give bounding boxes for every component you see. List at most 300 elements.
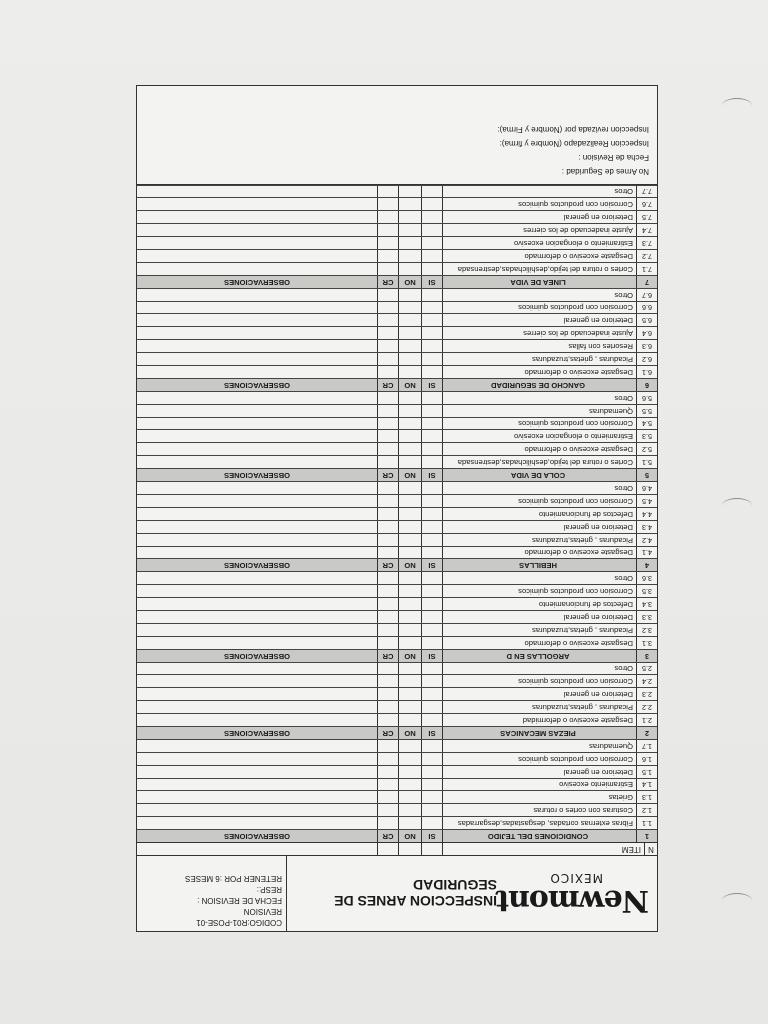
section-row [137,378,657,391]
row-observaciones-cell[interactable] [137,302,377,314]
row-number: 3.3 [636,611,657,623]
row-observaciones-cell[interactable] [137,688,377,700]
row-si-cell[interactable]: SI [421,559,442,571]
row-number: 2.2 [636,701,657,713]
row-number: 5.3 [636,431,657,443]
row-observaciones-cell[interactable] [137,418,377,430]
row-observaciones-cell[interactable] [137,211,377,223]
row-observaciones-cell[interactable] [137,740,377,752]
row-no-cell[interactable] [398,663,421,675]
row-no-cell[interactable] [398,418,421,430]
row-cr-cell[interactable]: CR [377,469,398,481]
row-observaciones-cell[interactable] [137,482,377,494]
row-no-cell[interactable] [398,224,421,236]
row-observaciones-cell[interactable] [137,327,377,339]
row-observaciones-cell[interactable]: OBSERVACIONES [224,728,290,738]
table-row [137,713,657,726]
row-si-cell[interactable] [421,302,442,314]
row-number: 6 [636,379,657,391]
row-no-cell[interactable]: NO [398,650,421,662]
row-cr-cell[interactable] [377,547,398,559]
row-cr-cell[interactable] [377,482,398,494]
row-cr-cell[interactable] [377,250,398,262]
row-si-cell[interactable] [421,198,442,210]
row-si-cell[interactable] [421,327,442,339]
row-no-cell[interactable] [398,611,421,623]
row-si-cell[interactable]: SI [421,727,442,739]
row-si-cell[interactable] [421,675,442,687]
row-si-cell[interactable] [421,624,442,636]
row-cr-cell[interactable] [377,663,398,675]
row-observaciones-cell[interactable] [137,224,377,236]
row-observaciones-cell[interactable] [137,534,377,546]
row-item: Otros [442,186,636,198]
row-si-cell[interactable] [421,431,442,443]
row-item: Deterioro en general [442,688,636,700]
row-item: Deterioro en general [442,314,636,326]
row-observaciones-cell[interactable] [137,405,377,417]
row-no-cell[interactable] [398,637,421,649]
row-item: Cortes o rotura del tejido,deshilichadas,destrensada [442,456,636,468]
row-si-cell[interactable] [421,701,442,713]
row-no-cell[interactable] [398,327,421,339]
row-observaciones-cell[interactable] [137,779,377,791]
row-observaciones-cell[interactable]: OBSERVACIONES [224,832,290,841]
row-cr-cell[interactable] [377,392,398,404]
row-number: 6.7 [636,289,657,301]
row-item: ARGOLLAS EN D [442,650,636,662]
row-observaciones-cell[interactable] [137,637,377,649]
table-row [137,288,657,301]
row-item: Picaduras , grietas,truzaduras [442,353,636,365]
row-observaciones-cell[interactable] [137,675,377,687]
row-cr-cell[interactable] [377,791,398,803]
row-observaciones-cell[interactable] [137,289,377,301]
row-no-cell[interactable] [398,701,421,713]
row-si-cell[interactable] [421,637,442,649]
row-si-cell[interactable] [421,572,442,584]
row-no-cell[interactable] [398,340,421,352]
row-item: Deterioro en general [442,211,636,223]
row-no-cell[interactable] [398,289,421,301]
col-no [398,843,421,855]
checklist-rows [137,185,657,842]
row-cr-cell[interactable] [377,456,398,468]
row-no-cell[interactable] [398,740,421,752]
row-no-cell[interactable] [398,675,421,687]
column-header-row [137,842,657,855]
row-no-cell[interactable] [398,714,421,726]
row-cr-cell[interactable] [377,701,398,713]
row-si-cell[interactable] [421,611,442,623]
col-cr [377,843,398,855]
row-si-cell[interactable]: SI [421,469,442,481]
row-si-cell[interactable] [421,598,442,610]
row-observaciones-cell[interactable] [137,547,377,559]
row-no-cell[interactable] [398,688,421,700]
row-no-cell[interactable] [398,211,421,223]
table-row [137,816,657,829]
row-cr-cell[interactable] [377,263,398,275]
row-observaciones-cell[interactable] [137,456,377,468]
row-observaciones-cell[interactable]: OBSERVACIONES [224,380,290,390]
row-si-cell[interactable] [421,314,442,326]
row-number: 3.2 [636,624,657,636]
row-observaciones-cell[interactable] [137,198,377,210]
row-cr-cell[interactable] [377,740,398,752]
row-si-cell[interactable] [421,250,442,262]
row-observaciones-cell[interactable] [137,495,377,507]
section-row [137,726,657,739]
row-item: Corrosion con productos quimicos [442,675,636,687]
row-si-cell[interactable]: SI [421,830,442,842]
footer-field: Inspeccion revizada por (Nombre y Firma): [497,124,649,134]
row-number: 4.4 [636,508,657,520]
row-item: Picaduras , grietas,truzaduras [442,534,636,546]
row-cr-cell[interactable] [377,508,398,520]
row-cr-cell[interactable] [377,534,398,546]
table-row [137,752,657,765]
row-cr-cell[interactable] [377,766,398,778]
row-item: Otros [442,482,636,494]
row-number: 7.3 [636,237,657,249]
row-observaciones-cell[interactable] [137,585,377,597]
table-row [137,597,657,610]
row-cr-cell[interactable] [377,675,398,687]
row-si-cell[interactable] [421,186,442,198]
row-observaciones-cell[interactable] [137,443,377,455]
table-row [137,339,657,352]
row-no-cell[interactable]: NO [398,830,421,842]
row-si-cell[interactable] [421,585,442,597]
row-observaciones-cell[interactable] [137,624,377,636]
row-si-cell[interactable] [421,340,442,352]
row-observaciones-cell[interactable] [137,366,377,378]
row-cr-cell[interactable] [377,405,398,417]
row-no-cell[interactable] [398,817,421,829]
row-item: Corrosion con productos quimicos [442,302,636,314]
table-row [137,301,657,314]
row-cr-cell[interactable] [377,585,398,597]
col-si [421,843,442,855]
row-cr-cell[interactable]: CR [377,727,398,739]
form-header [137,855,657,931]
row-number: 1.6 [636,753,657,765]
row-si-cell[interactable] [421,766,442,778]
row-cr-cell[interactable] [377,340,398,352]
row-no-cell[interactable] [398,521,421,533]
row-number: 2.5 [636,663,657,675]
row-observaciones-cell[interactable]: OBSERVACIONES [224,651,290,661]
row-number: 5.1 [636,456,657,468]
row-cr-cell[interactable] [377,186,398,198]
row-observaciones-cell[interactable] [137,714,377,726]
table-row [137,533,657,546]
table-row [137,210,657,223]
row-cr-cell[interactable] [377,431,398,443]
row-number: 4.1 [636,547,657,559]
row-si-cell[interactable] [421,456,442,468]
section-row [137,558,657,571]
row-no-cell[interactable] [398,585,421,597]
row-observaciones-cell[interactable] [137,753,377,765]
row-item: Corrosion con productos quimicos [442,585,636,597]
row-si-cell[interactable] [421,289,442,301]
row-item: Costuras con cortes o roturas [442,804,636,816]
row-si-cell[interactable] [421,353,442,365]
row-number: 7.5 [636,211,657,223]
row-item: Otros [442,289,636,301]
footer-field: Fecha de Revision : [578,152,649,162]
row-si-cell[interactable] [421,392,442,404]
row-number: 3.4 [636,598,657,610]
row-si-cell[interactable] [421,366,442,378]
row-cr-cell[interactable] [377,714,398,726]
row-si-cell[interactable] [421,663,442,675]
row-cr-cell[interactable] [377,366,398,378]
row-cr-cell[interactable] [377,224,398,236]
row-number: 7.1 [636,263,657,275]
row-no-cell[interactable] [398,392,421,404]
row-no-cell[interactable] [398,353,421,365]
row-si-cell[interactable] [421,495,442,507]
row-cr-cell[interactable] [377,289,398,301]
row-no-cell[interactable] [398,791,421,803]
row-no-cell[interactable] [398,198,421,210]
row-si-cell[interactable] [421,211,442,223]
row-cr-cell[interactable] [377,198,398,210]
punch-hole-mark [722,893,752,908]
row-cr-cell[interactable] [377,211,398,223]
row-no-cell[interactable] [398,250,421,262]
col-n: N [644,843,657,855]
row-observaciones-cell[interactable] [137,392,377,404]
row-cr-cell[interactable] [377,327,398,339]
row-observaciones-cell[interactable] [137,701,377,713]
row-cr-cell[interactable] [377,418,398,430]
row-observaciones-cell[interactable]: OBSERVACIONES [224,471,290,481]
row-cr-cell[interactable]: CR [377,379,398,391]
row-si-cell[interactable] [421,405,442,417]
row-no-cell[interactable] [398,534,421,546]
row-cr-cell[interactable] [377,624,398,636]
meta-retention: RETENER POR :6 MESES [185,874,282,883]
footer-field: Inspeccion Realizadapo (Nombre y firma): [499,138,649,148]
row-si-cell[interactable] [421,804,442,816]
row-si-cell[interactable] [421,688,442,700]
row-no-cell[interactable] [398,547,421,559]
company-logo [497,856,657,931]
row-observaciones-cell[interactable] [137,237,377,249]
row-cr-cell[interactable] [377,302,398,314]
row-item: Corrosion con productos quimicos [442,495,636,507]
row-number: 1.1 [636,817,657,829]
row-si-cell[interactable] [421,753,442,765]
row-observaciones-cell[interactable] [137,791,377,803]
row-number: 1.4 [636,779,657,791]
meta-revision-date: FECHA DE REVISION : [197,896,282,905]
row-si-cell[interactable] [421,791,442,803]
row-cr-cell[interactable] [377,688,398,700]
row-no-cell[interactable] [398,779,421,791]
section-row [137,829,657,842]
row-cr-cell[interactable] [377,817,398,829]
row-cr-cell[interactable]: CR [377,650,398,662]
row-no-cell[interactable]: NO [398,469,421,481]
row-no-cell[interactable]: NO [398,727,421,739]
brand-country: MEXICO [549,871,603,886]
row-observaciones-cell[interactable] [137,340,377,352]
row-no-cell[interactable]: NO [398,276,421,288]
row-no-cell[interactable] [398,572,421,584]
row-no-cell[interactable] [398,482,421,494]
col-item: ITEM [442,843,644,855]
row-si-cell[interactable]: SI [421,379,442,391]
row-number: 6.1 [636,366,657,378]
row-no-cell[interactable] [398,766,421,778]
row-item: Otros [442,572,636,584]
row-item: Fibras externas cortadas, desgastadas,desgarradas [442,817,636,829]
row-observaciones-cell[interactable]: OBSERVACIONES [224,277,290,287]
row-cr-cell[interactable] [377,353,398,365]
row-si-cell[interactable] [421,443,442,455]
row-number: 4.2 [636,534,657,546]
row-cr-cell[interactable] [377,753,398,765]
row-no-cell[interactable] [398,624,421,636]
row-observaciones-cell[interactable] [137,817,377,829]
row-item: COLA DE VIDA [442,469,636,481]
row-cr-cell[interactable] [377,611,398,623]
row-item: Ajuste inadecuado de los cierres [442,327,636,339]
row-no-cell[interactable] [398,753,421,765]
row-observaciones-cell[interactable] [137,263,377,275]
row-item: Estiramiento excesivo [442,779,636,791]
row-cr-cell[interactable] [377,779,398,791]
row-si-cell[interactable] [421,418,442,430]
row-cr-cell[interactable] [377,804,398,816]
row-item: Estiramiento o elongacion excesivo [442,431,636,443]
row-cr-cell[interactable] [377,443,398,455]
row-no-cell[interactable] [398,366,421,378]
row-observaciones-cell[interactable] [137,766,377,778]
row-observaciones-cell[interactable]: OBSERVACIONES [224,561,290,571]
row-no-cell[interactable] [398,314,421,326]
row-number: 5 [636,469,657,481]
row-si-cell[interactable] [421,237,442,249]
row-si-cell[interactable] [421,714,442,726]
table-row [137,610,657,623]
row-item: Desgaste excesivo o deformado [442,366,636,378]
row-no-cell[interactable] [398,443,421,455]
row-no-cell[interactable] [398,431,421,443]
row-no-cell[interactable] [398,456,421,468]
table-row [137,455,657,468]
row-si-cell[interactable] [421,534,442,546]
row-number: 2 [636,727,657,739]
row-no-cell[interactable] [398,186,421,198]
row-no-cell[interactable] [398,405,421,417]
row-no-cell[interactable] [398,237,421,249]
meta-code: CODIGO:R01-POSE-01 [196,918,282,927]
punch-hole-mark [722,498,752,513]
row-number: 7.4 [636,224,657,236]
table-row [137,417,657,430]
row-observaciones-cell[interactable] [137,611,377,623]
row-si-cell[interactable]: SI [421,276,442,288]
row-no-cell[interactable] [398,302,421,314]
row-number: 5.5 [636,405,657,417]
row-number: 7 [636,276,657,288]
table-row [137,262,657,275]
row-cr-cell[interactable]: CR [377,559,398,571]
table-row [137,623,657,636]
row-observaciones-cell[interactable] [137,250,377,262]
row-si-cell[interactable] [421,547,442,559]
row-observaciones-cell[interactable] [137,186,377,198]
row-no-cell[interactable] [398,508,421,520]
table-row [137,571,657,584]
row-no-cell[interactable]: NO [398,559,421,571]
row-observaciones-cell[interactable] [137,431,377,443]
row-number: 6.4 [636,327,657,339]
row-number: 6.5 [636,314,657,326]
row-cr-cell[interactable] [377,637,398,649]
row-number: 6.6 [636,302,657,314]
row-no-cell[interactable] [398,804,421,816]
row-item: Desgaste excesivo o deformado [442,250,636,262]
table-row [137,352,657,365]
row-observaciones-cell[interactable] [137,314,377,326]
row-cr-cell[interactable] [377,237,398,249]
row-cr-cell[interactable] [377,495,398,507]
row-si-cell[interactable] [421,263,442,275]
row-item: Deterioro en general [442,766,636,778]
row-no-cell[interactable] [398,263,421,275]
row-cr-cell[interactable]: CR [377,276,398,288]
row-no-cell[interactable] [398,598,421,610]
row-cr-cell[interactable] [377,572,398,584]
meta-resp: RESP.: [256,885,282,894]
row-observaciones-cell[interactable] [137,521,377,533]
row-cr-cell[interactable] [377,314,398,326]
row-si-cell[interactable] [421,740,442,752]
row-observaciones-cell[interactable] [137,663,377,675]
row-no-cell[interactable]: NO [398,379,421,391]
row-cr-cell[interactable] [377,598,398,610]
row-observaciones-cell[interactable] [137,598,377,610]
row-item: Ajuste inadecuado de los cierres [442,224,636,236]
row-observaciones-cell[interactable] [137,804,377,816]
row-si-cell[interactable]: SI [421,650,442,662]
row-no-cell[interactable] [398,495,421,507]
table-row [137,546,657,559]
row-number: 3.6 [636,572,657,584]
row-si-cell[interactable] [421,508,442,520]
row-si-cell[interactable] [421,817,442,829]
row-si-cell[interactable] [421,521,442,533]
row-si-cell[interactable] [421,779,442,791]
form-meta [137,856,287,931]
row-number: 5.4 [636,418,657,430]
row-observaciones-cell[interactable] [137,572,377,584]
row-si-cell[interactable] [421,224,442,236]
row-observaciones-cell[interactable] [137,508,377,520]
row-number: 4 [636,559,657,571]
row-cr-cell[interactable]: CR [377,830,398,842]
row-observaciones-cell[interactable] [137,353,377,365]
row-cr-cell[interactable] [377,521,398,533]
row-si-cell[interactable] [421,482,442,494]
